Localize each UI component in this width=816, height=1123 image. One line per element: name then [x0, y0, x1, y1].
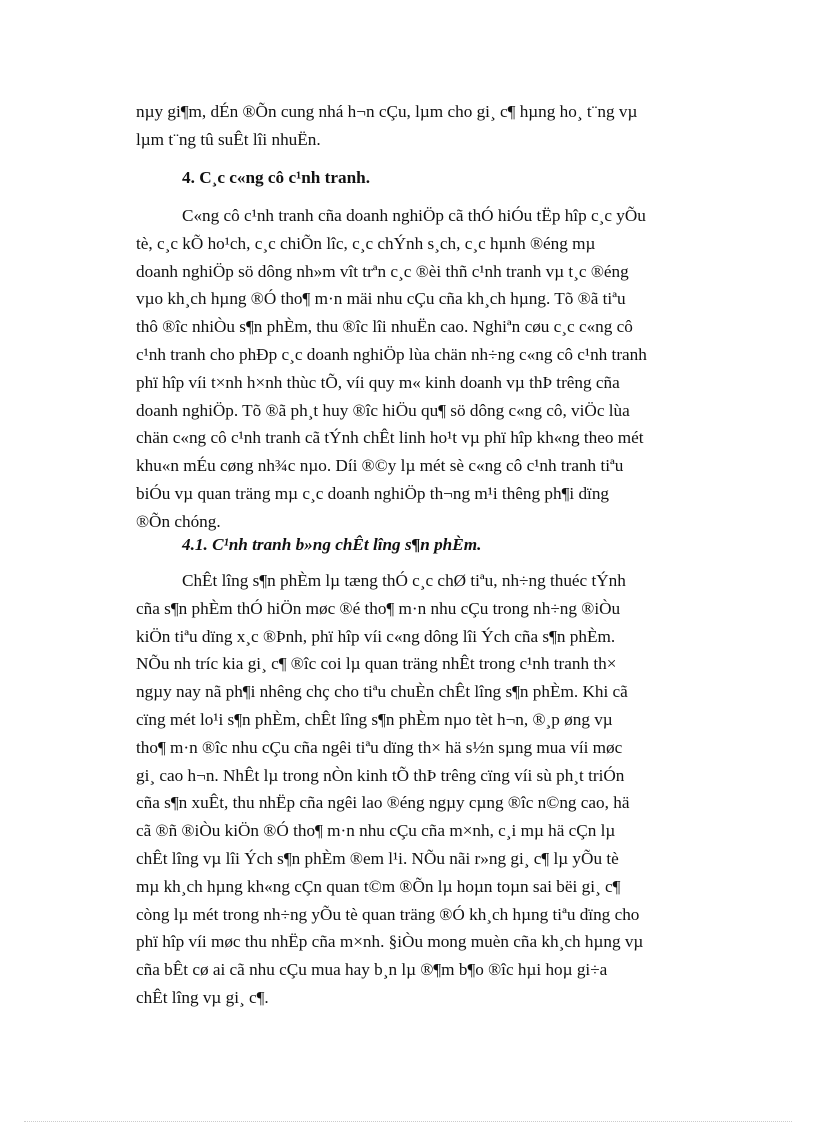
- paragraph-line: biÓu vµ quan träng mµ c¸c doanh nghiÖp th¬ng m¹i thêng ph¶i dïng: [136, 483, 610, 503]
- paragraph-line: tè, c¸c kÕ ho¹ch, c¸c chiÕn lîc, c¸c chÝnh s¸ch, c¸c hµnh ®éng mµ: [136, 233, 596, 253]
- paragraph-line: tho¶ m·n ®îc nhu cÇu cña ngêi tiªu dïng th× hä s½n sµng mua víi møc: [136, 737, 623, 757]
- paragraph-line: doanh nghiÖp. Tõ ®ã ph¸t huy ®îc hiÖu qu¶ sö dông c«ng cô, viÖc lùa: [136, 400, 630, 420]
- paragraph-line: nµy gi¶m, dÉn ®Õn cung nhá h¬n cÇu, lµm cho gi¸ c¶ hµng ho¸ t¨ng vµ: [136, 102, 638, 121]
- paragraph-line: kiÖn tiªu dïng x¸c ®Þnh, phï hîp víi c«ng dông lîi Ých cña s¶n phÈm.: [136, 626, 616, 646]
- paragraph-line: doanh nghiÖp sö dông nh»m vît trªn c¸c ®èi thñ c¹nh tranh vµ t¸c ®éng: [136, 261, 629, 281]
- paragraph-line: cña bÊt cø ai cã nhu cÇu mua hay b¸n lµ ®¶m b¶o ®îc hµi hoµ gi÷a: [136, 960, 608, 980]
- page-bottom-border: [24, 1121, 792, 1122]
- paragraph-line: chÊt lîng vµ lîi Ých s¶n phÈm ®em l¹i. NÕu nãi r»ng gi¸ c¶ lµ yÕu tè: [136, 848, 619, 868]
- paragraph-line: ChÊt lîng s¶n phÈm lµ tæng thÓ c¸c chØ tiªu, nh÷ng thuéc tÝnh: [182, 571, 626, 590]
- section-heading-block: [136, 164, 708, 192]
- intro-paragraph: [136, 98, 708, 154]
- paragraph-line: chän c«ng cô c¹nh tranh cã tÝnh chÊt linh ho¹t vµ phï hîp kh«ng theo mét: [136, 428, 644, 448]
- paragraph-line: cïng mét lo¹i s¶n phÈm, chÊt lîng s¶n phÈm nµo tèt h¬n, ®¸p øng vµ: [136, 709, 613, 729]
- paragraph-line: mµ kh¸ch hµng kh«ng cÇn quan t©m ®Õn lµ hoµn toµn sai bëi gi¸ c¶: [136, 876, 621, 896]
- paragraph-line: ngµy nay nã ph¶i nhêng chç cho tiªu chuÈn chÊt lîng s¶n phÈm. Khi cã: [136, 682, 628, 702]
- paragraph-line: phï hîp víi møc thu nhËp cña m×nh. §iÒu mong muèn cña kh¸ch hµng vµ: [136, 932, 644, 952]
- subsection-paragraph: [136, 567, 708, 1012]
- paragraph-line: ®Õn chóng.: [136, 511, 221, 531]
- section-heading: 4. C¸c c«ng cô c¹nh tranh.: [182, 168, 370, 187]
- paragraph-line: cã ®ñ ®iÒu kiÖn ®Ó tho¶ m·n nhu cÇu cña m×nh, c¸i mµ hä cÇn lµ: [136, 821, 616, 841]
- paragraph-line: khu«n mÉu cøng nh¾c nµo. Díi ®©y lµ mét sè c«ng cô c¹nh tranh tiªu: [136, 456, 624, 476]
- paragraph-line: lµm t¨ng tû suÊt lîi nhuËn.: [136, 129, 321, 149]
- paragraph-line: chÊt lîng vµ gi¸ c¶.: [136, 987, 269, 1007]
- paragraph-line: C«ng cô c¹nh tranh cña doanh nghiÖp cã thÓ hiÓu tËp hîp c¸c yÕu: [182, 206, 646, 225]
- section-paragraph: [136, 202, 708, 536]
- paragraph-line: gi¸ cao h¬n. NhÊt lµ trong nÒn kinh tÕ thÞ trêng cïng víi sù ph¸t triÓn: [136, 765, 625, 785]
- subsection-heading: 4.1. C¹nh tranh b»ng chÊt lîng s¶n phÈm.: [182, 535, 482, 554]
- paragraph-line: thô ®îc nhiÒu s¶n phÈm, thu ®îc lîi nhuËn cao. Nghiªn cøu c¸c c«ng cô: [136, 317, 633, 337]
- paragraph-line: phï hîp víi t×nh h×nh thùc tÕ, víi quy m« kinh doanh vµ thÞ trêng cña: [136, 372, 620, 392]
- paragraph-line: vµo kh¸ch hµng ®Ó tho¶ m·n mäi nhu cÇu cña kh¸ch hµng. Tõ ®ã tiªu: [136, 289, 626, 309]
- paragraph-line: cña s¶n phÈm thÓ hiÖn møc ®é tho¶ m·n nhu cÇu trong nh÷ng ®iÒu: [136, 598, 621, 618]
- subsection-heading-block: [136, 531, 708, 559]
- paragraph-line: còng lµ mét trong nh÷ng yÕu tè quan träng ®Ó kh¸ch hµng tiªu dïng cho: [136, 904, 640, 924]
- paragraph-line: c¹nh tranh cho phÐp c¸c doanh nghiÖp lùa chän nh÷ng c«ng cô c¹nh tranh: [136, 344, 647, 364]
- paragraph-line: cña s¶n xuÊt, thu nhËp cña ngêi lao ®éng ngµy cµng ®îc n©ng cao, hä: [136, 793, 630, 813]
- paragraph-line: NÕu nh tríc kia gi¸ c¶ ®îc coi lµ quan träng nhÊt trong c¹nh tranh th×: [136, 654, 617, 674]
